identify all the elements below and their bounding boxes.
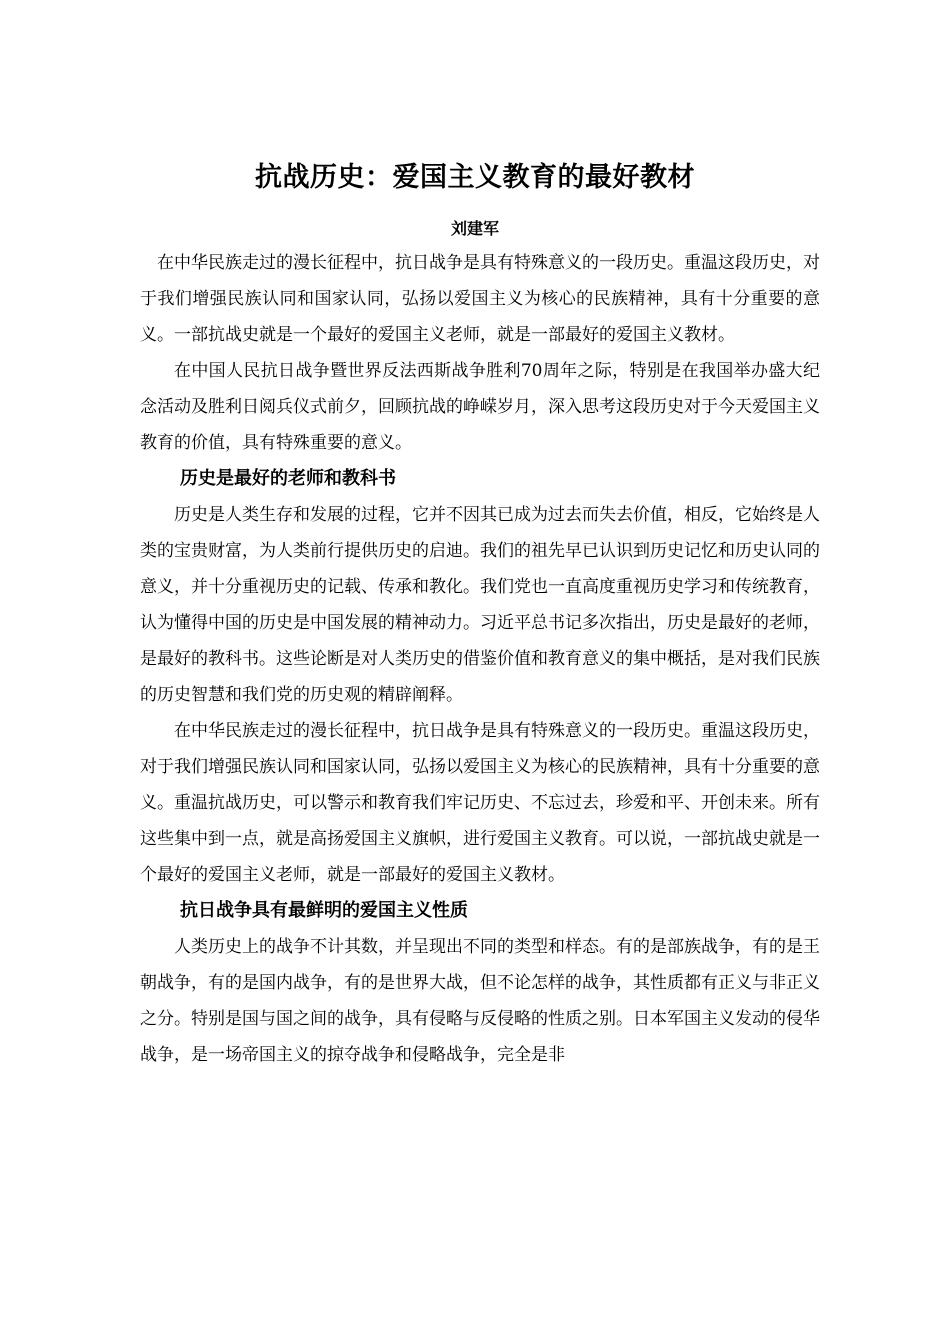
section-heading-2: 抗日战争具有最鲜明的爱国主义性质 <box>180 900 468 921</box>
paragraph-section-1-1: 历史是人类生存和发展的过程，它并不因其已成为过去而失去价值，相反，它始终是人类的宝贵财富，为人类前行提供历史的启迪。我们的祖先早已认识到历史记忆和历史认同的意义，并十分重视历史的记载、传承和教化。我们党也一直高度重视历史学习和传统教育，认为懂得中国的历史是中国发展的精神动力。习近平总书记多次指出，历史是最好的老师，是最好的教科书。这些论断是对人类历史的借鉴价值和教育意义的集中概括，是对我们民族的历史智慧和我们党的历史观的精辟阐释。 <box>140 505 820 705</box>
paragraph-section-2-1: 人类历史上的战争不计其数，并呈现出不同的类型和样态。有的是部族战争，有的是王朝战争，有的是国内战争，有的是世界大战，但不论怎样的战争，其性质都有正义与非正义之分。特别是国与国之间的战争，具有侵略与反侵略的性质之别。日本军国主义发动的侵华战争，是一场帝国主义的掠夺战争和侵略战争，完全是非 <box>140 937 820 1065</box>
paragraph-intro-1: 在中华民族走过的漫长征程中，抗日战争是具有特殊意义的一段历史。重温这段历史，对于我们增强民族认同和国家认同，弘扬以爱国主义为核心的民族精神，具有十分重要的意义。一部抗战史就是一个最好的爱国主义老师，就是一部最好的爱国主义教材。 <box>140 253 820 345</box>
document-title: 抗战历史：爱国主义教育的最好教材 <box>255 162 695 193</box>
section-heading-1: 历史是最好的老师和教科书 <box>180 468 396 489</box>
paragraph-intro-2: 在中国人民抗日战争暨世界反法西斯战争胜利70周年之际，特别是在我国举办盛大纪念活动及胜利日阅兵仪式前夕，回顾抗战的峥嵘岁月，深入思考这段历史对于今天爱国主义教育的价值，具有特殊重要的意义。 <box>140 361 820 453</box>
document-body <box>140 245 820 1073</box>
author-name: 刘建军 <box>450 219 499 238</box>
paragraph-section-1-2: 在中华民族走过的漫长征程中，抗日战争是具有特殊意义的一段历史。重温这段历史，对于我们增强民族认同和国家认同，弘扬以爱国主义为核心的民族精神，具有十分重要的意义。重温抗战历史，可以警示和教育我们牢记历史、不忘过去，珍爱和平、开创未来。所有这些集中到一点，就是高扬爱国主义旗帜，进行爱国主义教育。可以说，一部抗战史就是一个最好的爱国主义老师，就是一部最好的爱国主义教材。 <box>140 721 820 885</box>
